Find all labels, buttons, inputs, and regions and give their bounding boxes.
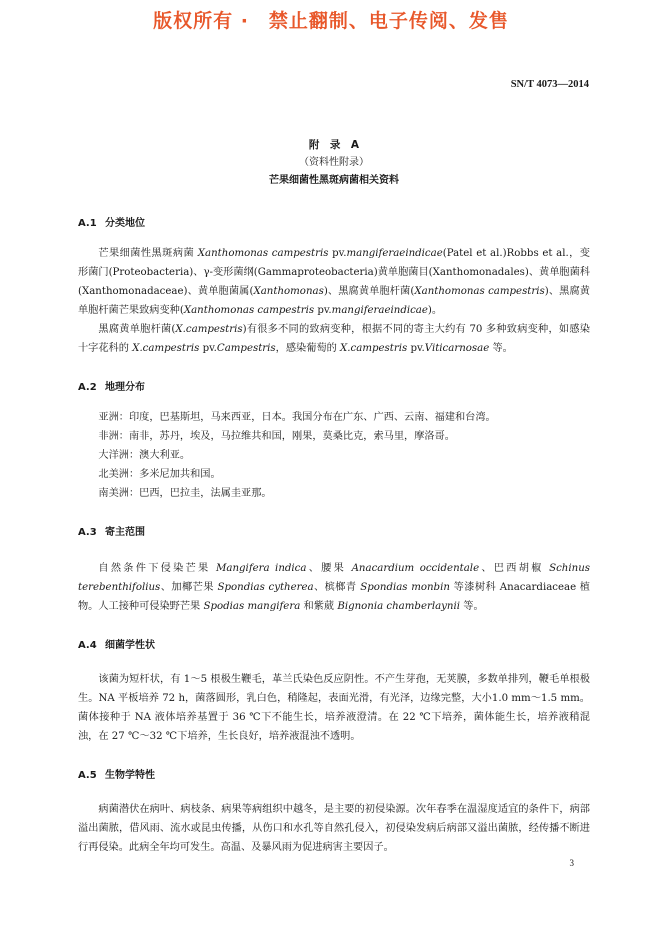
section-title: 生物学特性 bbox=[105, 770, 155, 781]
page-number: 3 bbox=[569, 858, 574, 868]
section-heading bbox=[78, 380, 590, 396]
list-item: 非洲：南非，苏丹，埃及，马拉维共和国，刚果，莫桑比克，索马里，摩洛哥。 bbox=[98, 431, 455, 442]
standard-number: SN/T 4073—2014 bbox=[510, 79, 589, 90]
paragraph: 黑腐黄单胞杆菌(X.campestris)有很多不同的致病变种，根据不同的寄主大约有 70 多种致病变种，如感染十字花科的 X.campestris pv.Campestris，感染葡萄的 X.campestris pv.Viticarnosae 等。 bbox=[78, 324, 590, 354]
paragraph: 该菌为短杆状，有 1～5 根极生鞭毛，革兰氏染色反应阴性。不产生芽孢，无荚膜，多数单排列，鞭毛单根极生。NA 平板培养 72 h，菌落圆形，乳白色，稍隆起，表面光滑，有光泽，边缘完整，大小1.0 mm～1.5 mm。菌体接种于 NA 液体培养基置于 36 ℃下不能生长，培养液澄清。在 22 ℃下培养，菌体能生长，培养液稍混浊，在 27 ℃～32 ℃下培养，生长良好，培养液混浊不透明。 bbox=[78, 674, 590, 742]
section-number: A.3 bbox=[78, 527, 97, 538]
section-number: A.4 bbox=[78, 640, 97, 651]
list-item: 南美洲：巴西，巴拉圭，法属圭亚那。 bbox=[98, 488, 272, 499]
section-number: A.1 bbox=[78, 218, 97, 229]
annex-name: 芒果细菌性黑斑病菌相关资料 bbox=[269, 175, 399, 186]
list-item: 亚洲：印度，巴基斯坦，马来西亚，日本。我国分布在广东、广西、云南、福建和台湾。 bbox=[98, 412, 496, 423]
section-title: 寄主范围 bbox=[105, 527, 145, 538]
list-item: 大洋洲：澳大利亚。 bbox=[98, 450, 191, 461]
watermark: 版权所有 · 禁止翻制、电子传阅、发售 bbox=[153, 10, 509, 32]
section-heading bbox=[78, 768, 590, 784]
section-heading bbox=[78, 638, 590, 654]
list-item: 北美洲：多米尼加共和国。 bbox=[98, 469, 221, 480]
section-heading bbox=[78, 525, 590, 541]
section-title: 地理分布 bbox=[105, 382, 145, 393]
section-number: A.5 bbox=[78, 770, 97, 781]
document-body bbox=[78, 136, 590, 857]
annex-subtitle: （资料性附录） bbox=[299, 157, 369, 168]
annex-title: 附 录 A bbox=[308, 139, 360, 151]
section-heading bbox=[78, 216, 590, 232]
paragraph: 芒果细菌性黑斑病菌 Xanthomonas campestris pv.mangiferaeindicae(Patel et al.)Robbs et al.，变形菌门(Proteobacteria)、γ-变形菌纲(Gammaproteobacteria)黄单胞菌目(Xanthomonadales)、黄单胞菌科(Xanthomonadaceae)、黄单胞菌属(Xanthomonas)、黑腐黄单胞杆菌(Xanthomonas campestris)、黑腐黄单胞杆菌芒果致病变种(Xanthomonas campestris pv.mangiferaeindicae)。 bbox=[78, 248, 590, 316]
section-title: 细菌学性状 bbox=[105, 640, 155, 651]
paragraph: 病菌潜伏在病叶、病枝条、病果等病组织中越冬，是主要的初侵染源。次年春季在温湿度适宜的条件下，病部溢出菌脓，借风雨、流水或昆虫传播，从伤口和水孔等自然孔侵入，初侵染发病后病部又溢出菌脓，经传播不断进行再侵染。此病全年均可发生。高温、及暴风雨为促进病害主要因子。 bbox=[78, 804, 590, 853]
paragraph: 自然条件下侵染芒果 Mangifera indica、腰果 Anacardium occidentale、巴西胡椒 Schinus terebenthifolius、加椰芒果 Spondias cytherea、槟榔青 Spondias monbin 等漆树科 Anacardiaceae 植物。人工接种可侵染野芒果 Spodias mangifera 和紫葳 Bignonia chamberlaynii 等。 bbox=[78, 563, 590, 612]
section-title: 分类地位 bbox=[105, 218, 145, 229]
section-number: A.2 bbox=[78, 382, 97, 393]
